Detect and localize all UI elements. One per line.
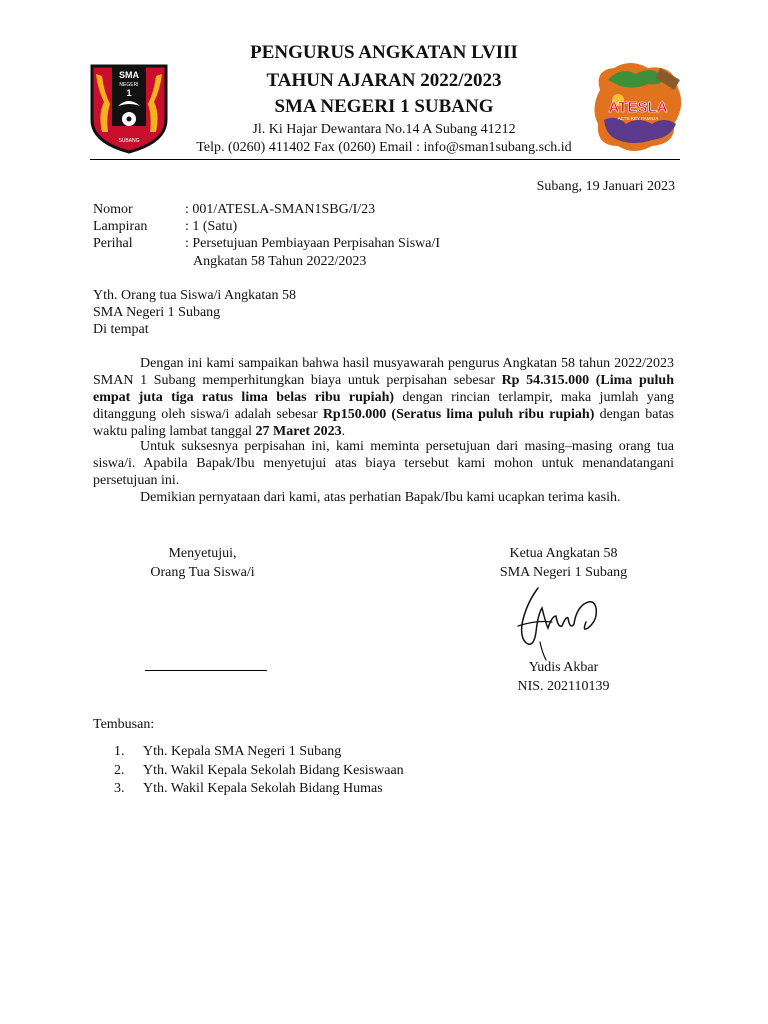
header-school-year: TAHUN AJARAN 2022/2023 [266,70,502,91]
signature-parent-line [145,670,267,671]
meta-perihal-label: Perihal [93,236,133,251]
school-logo [88,62,170,154]
cc-item [114,780,404,799]
meta-perihal-value-line2: Angkatan 58 Tahun 2022/2023 [193,254,367,269]
p1-per-student-amount: Rp150.000 (Seratus lima puluh ribu rupiah) [322,407,595,422]
school-logo-mid: NEGERI [119,82,139,88]
body-paragraph-1 [93,355,674,440]
header-organization: PENGURUS ANGKATAN LVIII [250,42,518,63]
cc-item-num: 1. [114,744,125,759]
meta-perihal-value: : Persetujuan Pembiayaan Perpisahan Siswa/I [185,236,441,251]
p1-text-g: . [341,424,346,439]
atesla-logo-name: ATESLA [608,99,668,116]
atesla-logo [590,60,686,154]
cc-title: Tembusan: [93,717,155,732]
header-school-name: SMA NEGERI 1 SUBANG [274,96,494,117]
signature-chair-block [476,544,651,582]
header-contact: Telp. (0260) 411402 Fax (0260) Email : info@sman1subang.sch.id [196,140,572,155]
p1-text-c: dengan rincian terlampir, maka jumlah yang ditanggung oleh siswa/i adalah sebesar [93,390,674,422]
recipient-line2: SMA Negeri 1 Subang [93,305,221,320]
cc-item-text: Yth. Kepala SMA Negeri 1 Subang [143,744,342,759]
place-date: Subang, 19 Januari 2023 [536,179,675,194]
p1-total-amount: Rp 54.315.000 (Lima puluh empat juta tiga ratus lima belas ribu rupiah) [93,373,674,405]
cc-item-text: Yth. Wakil Kepala Sekolah Bidang Kesiswaan [143,762,404,778]
school-logo-num: 1 [126,88,132,98]
header-divider [90,159,680,160]
signature-chair-name: Yudis Akbar [528,660,599,675]
cc-item-num: 2. [114,762,125,778]
atesla-logo-tagline: ACTS KEY FAMILIA [617,116,659,121]
signature-chair-identity [476,658,651,696]
signature-chair-school: SMA Negeri 1 Subang [499,565,628,580]
meta-lampiran-value: : 1 (Satu) [185,219,238,234]
cc-list [114,743,404,799]
p1-deadline: 27 Maret 2023 [255,424,342,439]
signature-chair-nis: NIS. 202110139 [517,679,610,694]
cc-item-text: Yth. Wakil Kepala Sekolah Bidang Humas [143,781,383,796]
handwritten-signature [512,584,604,664]
recipient-line1: Yth. Orang tua Siswa/i Angkatan 58 [93,288,296,303]
p1-text-e: dengan batas waktu paling lambat tanggal [93,407,674,439]
signature-parent-title: Orang Tua Siswa/i [150,565,255,580]
signature-parent-approval: Menyetujui, [168,546,237,561]
school-logo-bottom: SUBANG [118,138,140,144]
p2-text: Untuk suksesnya perpisahan ini, kami meminta persetujuan dari masing–masing orang tua siswa/i. Apabila Bapak/Ibu menyetujui atas biaya tersebut kami mohon untuk menandatangani persetujuan ini. [93,439,674,488]
school-logo-top: SMA [119,70,139,80]
cc-item-num: 3. [114,781,125,796]
cc-item [114,743,404,762]
meta-nomor-value: : 001/ATESLA-SMAN1SBG/I/23 [185,202,376,217]
header-address: Jl. Ki Hajar Dewantara No.14 A Subang 41212 [252,122,516,137]
signature-parent-block [115,544,290,582]
meta-lampiran-label: Lampiran [93,219,148,234]
recipient-line3: Di tempat [93,322,149,337]
body-paragraph-2 [93,438,674,489]
body-paragraph-3 [93,489,674,506]
p3-text: Demikian pernyataan dari kami, atas perhatian Bapak/Ibu kami ucapkan terima kasih. [140,490,621,505]
p1-text-a: Dengan ini kami sampaikan bahwa hasil musyawarah pengurus Angkatan 58 tahun 2022/2023 SMAN 1 Subang memperhitungkan biaya untuk perpisahan sebesar [93,356,674,388]
meta-nomor-label: Nomor [93,202,133,217]
cc-item [114,762,404,781]
signature-chair-position: Ketua Angkatan 58 [509,546,618,561]
